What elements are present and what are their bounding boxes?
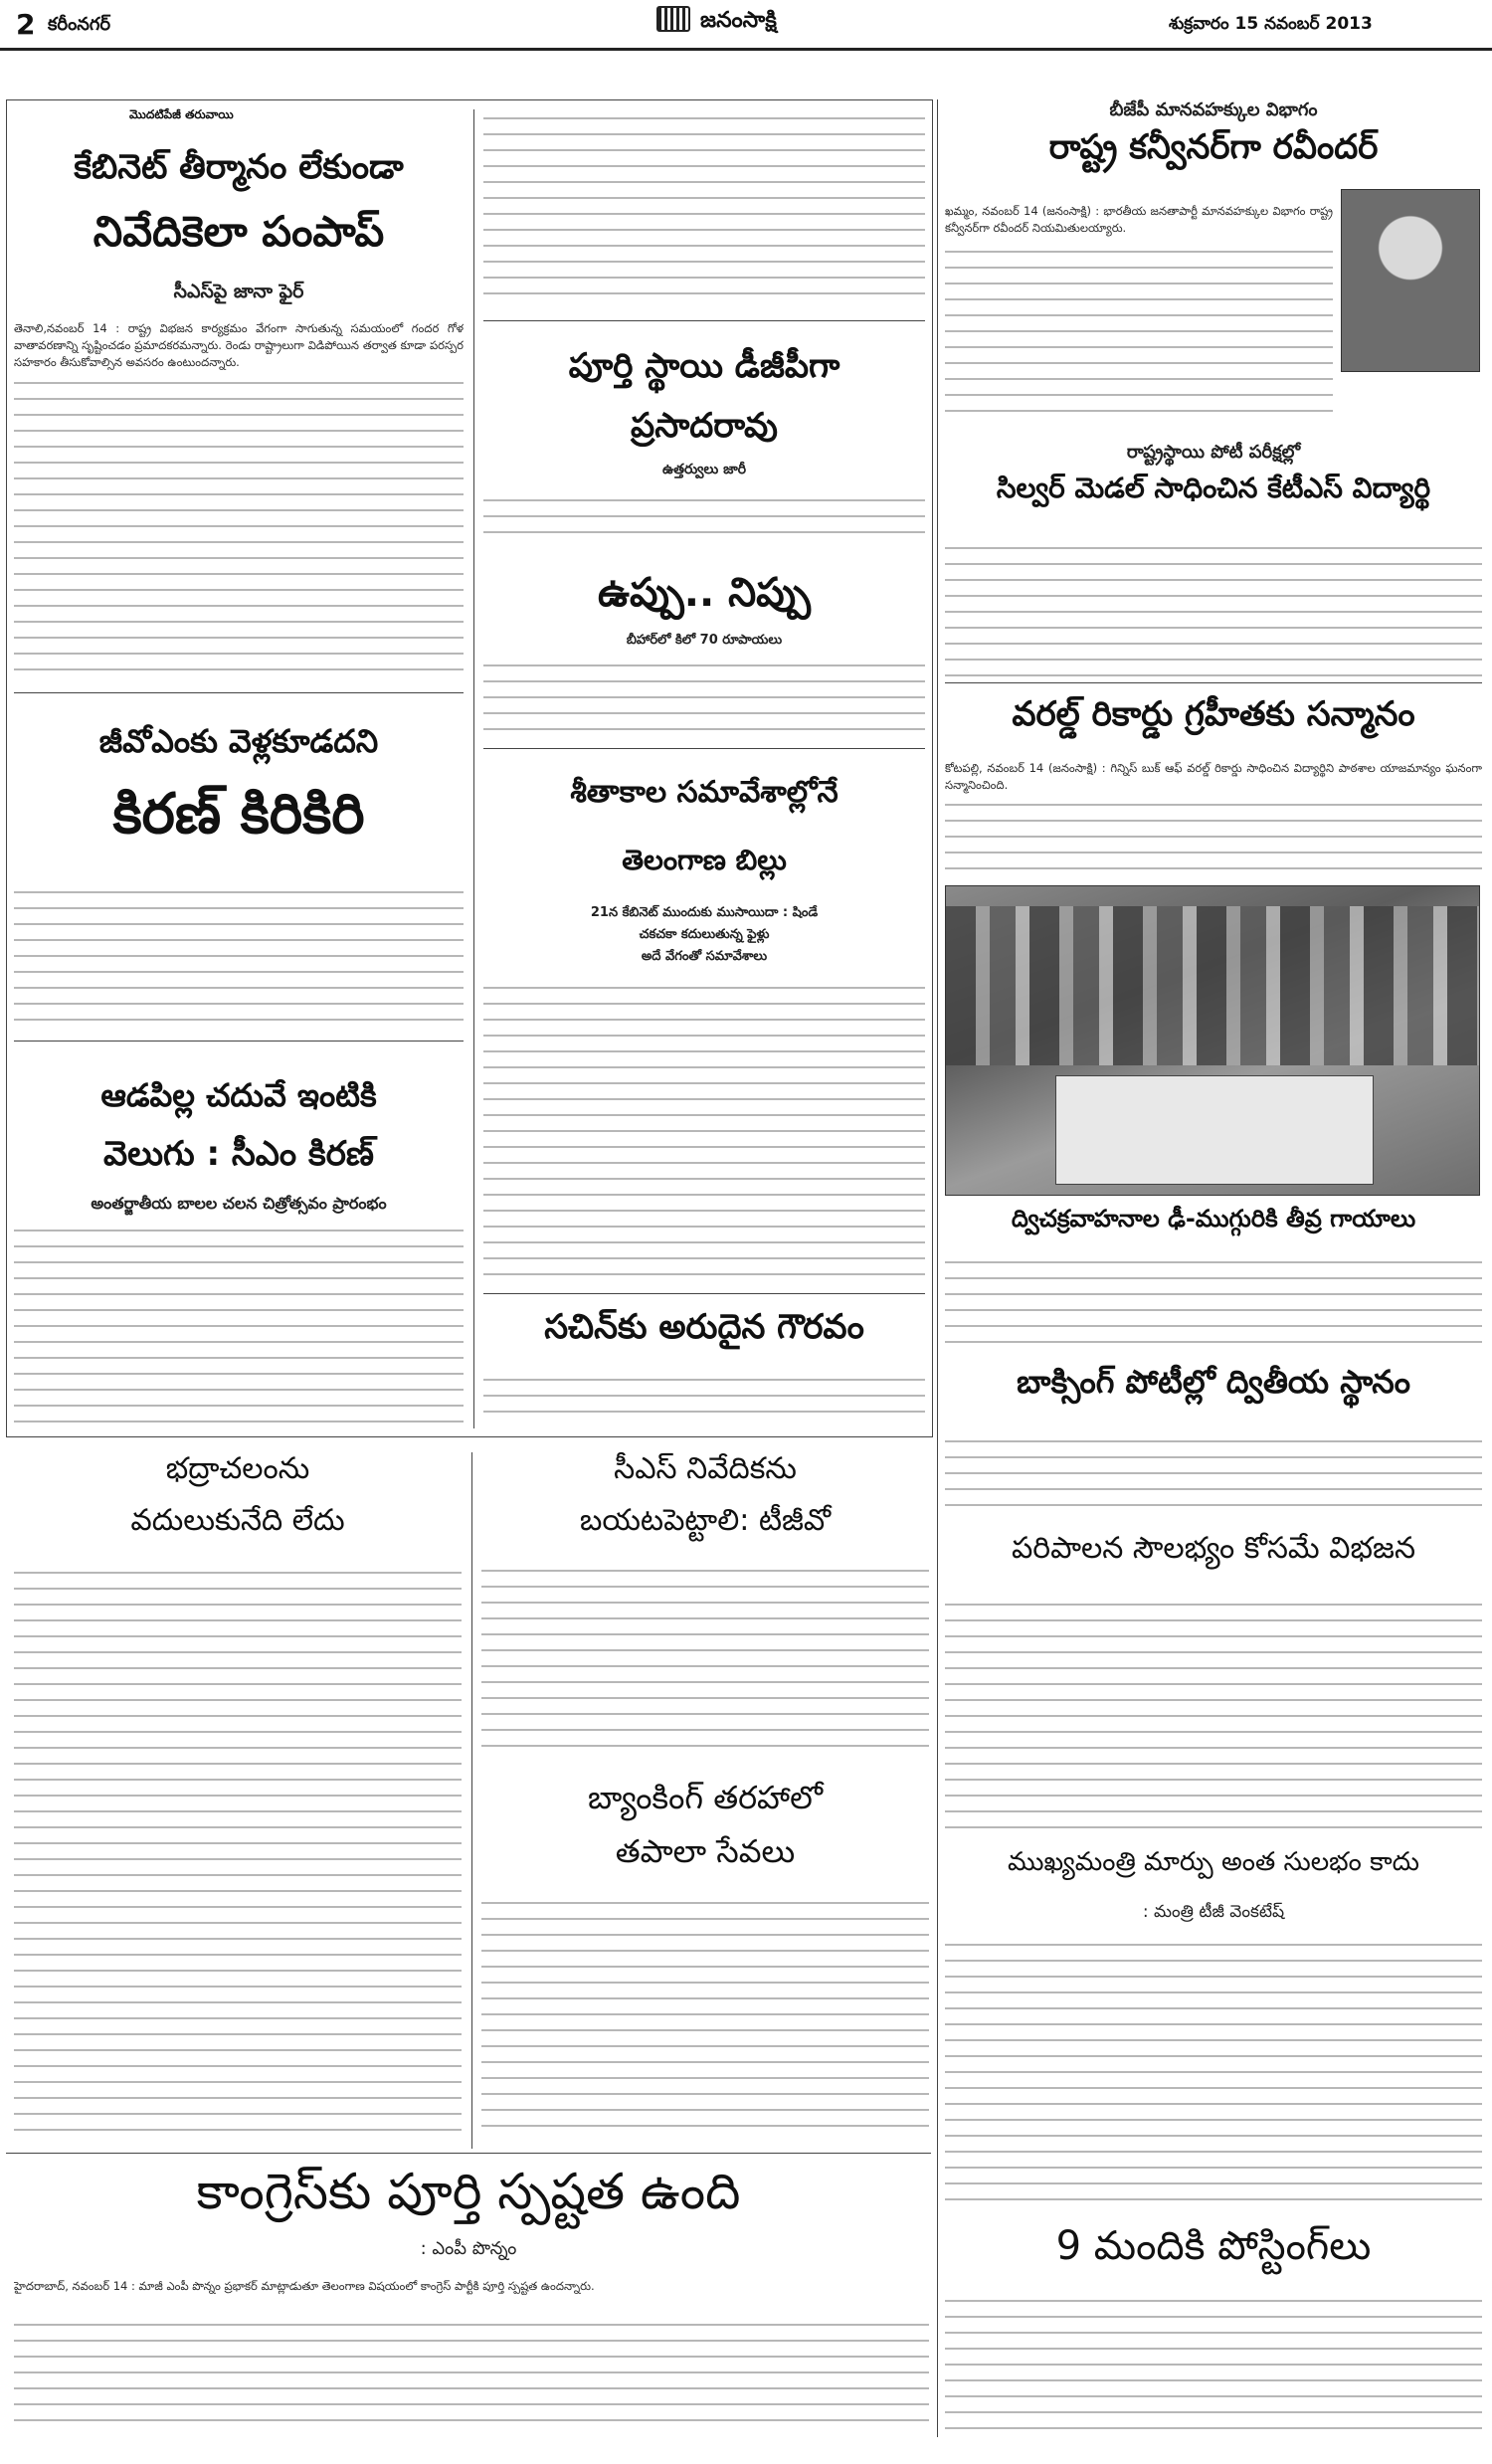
headline-postal: తపాలా సేవలు	[615, 1832, 796, 1870]
article-boxing-text	[945, 1432, 1482, 1512]
rule-lower-mid	[471, 1452, 472, 2149]
subhead-bihar: బీహార్‌లో కిలో 70 రూపాయలు	[626, 633, 783, 648]
headline-cm-kiran: వెలుగు : సీఎం కిరణ్	[102, 1134, 374, 1174]
issue-date: శుక్రవారం 15 నవంబర్ 2013	[1169, 14, 1373, 34]
headline-kiran: కిరణ్ కిరికిరి	[112, 782, 365, 847]
article-cs-text	[481, 1562, 929, 1761]
rule-col1-1	[14, 692, 464, 693]
subhead-cabinet-draft: 21న కేబినెట్ ముందుకు ముసాయిదా : షిండే	[590, 905, 819, 920]
rule-col2-1	[483, 320, 925, 321]
headline-boxing: బాక్సింగ్ పోటీల్లో ద్వితీయ స్థానం	[1017, 1363, 1410, 1401]
paper-logo-icon	[656, 6, 690, 32]
kicker-competition: రాష్ట్రస్థాయి పోటీ పరీక్షల్లో	[1126, 442, 1301, 463]
article-salt-text	[483, 657, 925, 734]
felicitation-photo-image	[945, 885, 1480, 1196]
article-col2-top-text	[483, 109, 925, 308]
photo-crowd	[946, 906, 1479, 1065]
section-name: కరీంనగర్	[48, 14, 110, 35]
headline-dgp: పూర్తి స్థాయి డీజీపీగా	[568, 346, 840, 386]
subhead-film-festival: అంతర్జాతీయ బాలల చలన చిత్రోత్సవం ప్రారంభం	[91, 1194, 387, 1213]
headline-winter-session: శీతాకాల సమావేశాల్లోనే	[570, 775, 839, 810]
article-congress-body: హైదరాబాద్, నవంబర్ 14 : మాజీ ఎంపీ పొన్నం ప్రభాకర్ మాట్లాడుతూ తెలంగాణ విషయంలో కాంగ్రెస్ పార్టీకి పూర్తి స్పష్టత ఉందన్నారు.	[14, 2279, 595, 2293]
continued-kicker: మొదటిపేజీ తరువాయి	[129, 107, 234, 121]
headline-report: నివేదికెలా పంపాప్	[93, 207, 385, 256]
headline-division: పరిపాలన సౌలభ్యం కోసమే విభజన	[1011, 1531, 1416, 1566]
headline-sachin: సచిన్‌కు అరుదైన గౌరవం	[544, 1307, 864, 1347]
ravinder-portrait-image	[1341, 189, 1480, 372]
article-record-text	[945, 796, 1482, 877]
kicker-bjp: బీజేపీ మానవహక్కుల విభాగం	[1109, 99, 1318, 120]
subhead-sessions: అదే వేగంతో సమావేశాలు	[641, 949, 768, 964]
subhead-mp-ponnam: : ఎంపీ పొన్నం	[420, 2238, 517, 2259]
headline-convenor: రాష్ట్ర కన్వీనర్‌గా రవీందర్	[1048, 127, 1379, 167]
subhead-jana-fire: సీఎస్‌పై జానా ఫైర్	[173, 281, 304, 302]
article-accident-text	[945, 1253, 1482, 1353]
headline-salt: ఉప్పు.. నిప్పు	[598, 570, 811, 616]
rule-col1-col2	[473, 109, 474, 1428]
article-convenor-text	[945, 243, 1333, 426]
article-dgp-text	[483, 491, 925, 547]
headline-silver-medal: సిల్వర్ మెడల్ సాధించిన కేటీఎస్ విద్యార్థి	[996, 472, 1431, 504]
rule-col1-2	[14, 1041, 464, 1042]
article-convenor-body: ఖమ్మం, నవంబర్ 14 (జనంసాక్షి) : భారతీయ జనతాపార్టీ మానవహక్కుల విభాగం రాష్ట్ర కన్వీనర్‌గా రవీందర్ నియమితులయ్యారు.	[945, 204, 1333, 235]
article-cabinet-text	[14, 374, 464, 682]
article-girl-text	[14, 1222, 464, 1426]
article-division-text	[945, 1596, 1482, 1834]
photo-cake-table	[1055, 1075, 1374, 1185]
article-cm-change-text	[945, 1936, 1482, 2204]
headline-not-give-up: వదులుకునేది లేదు	[130, 1503, 345, 1538]
article-sachin-text	[483, 1371, 925, 1419]
headline-jivo: జీవోఎంకు వెళ్లకూడదని	[98, 722, 379, 760]
rule-col2-2	[483, 748, 925, 749]
rule-lower-bottom	[6, 2153, 931, 2154]
article-bill-text	[483, 979, 925, 1287]
article-cabinet-body: తెనాలి,నవంబర్ 14 : రాష్ట్ర విభజన కార్యక్రమం వేగంగా సాగుతున్న సమయంలో గందర గోళ వాతావరణాన్ని సృష్టించడం ప్రమాదకరమన్నారు. రెండు రాష్ట్రాలుగా విడిపోయిన తర్వాత కూడా పరస్పర సహకారం తీసుకోవాల్సిన అవసరం ఉంటుందన్నారు.	[14, 321, 464, 369]
rule-col3-1	[945, 682, 1482, 683]
article-kiran-text	[14, 883, 464, 1029]
article-postings-text	[945, 2292, 1482, 2431]
article-postal-text	[481, 1894, 929, 2141]
headline-cabinet: కేబినెట్ తీర్మానం లేకుండా	[74, 147, 404, 187]
page-number: 2	[16, 8, 36, 41]
article-record-body: కోటపల్లి, నవంబర్ 14 (జనంసాక్షి) : గిన్నిస్ బుక్ ఆఫ్ వరల్డ్ రికార్డు సాధించిన విద్యార్థిని పాఠశాల యాజమాన్యం ఘనంగా సన్మానించింది.	[945, 761, 1482, 792]
headline-prasad-rao: ప్రసాదరావు	[631, 406, 778, 446]
paper-name: జనంసాక్షి	[700, 8, 777, 33]
masthead	[0, 0, 1492, 60]
headline-world-record: వరల్డ్ రికార్డు గ్రహీతకు సన్మానం	[1012, 694, 1415, 734]
headline-accident: ద్విచక్రవాహనాల ఢీ-ముగ్గురికి తీవ్ర గాయాలు	[1011, 1205, 1416, 1232]
rule-col2-3	[483, 1293, 925, 1294]
headline-congress-clarity: కాంగ్రెస్‌కు పూర్తి స్పష్టత ఉంది	[196, 2163, 741, 2220]
rule-col2-col3	[937, 99, 938, 2437]
headline-girl-education: ఆడపిల్ల చదువే ఇంటికి	[100, 1076, 377, 1114]
article-silver-text	[945, 539, 1482, 678]
headline-telangana-bill: తెలంగాణ బిల్లు	[622, 844, 787, 876]
subhead-orders: ఉత్తర్వులు జారీ	[661, 462, 747, 477]
headline-postings: 9 మందికి పోస్టింగ్‌లు	[1055, 2223, 1372, 2269]
headline-bhadrachalam: భద్రాచలంను	[165, 1451, 310, 1486]
article-congress-text	[14, 2316, 929, 2435]
subhead-files: చకచకా కదులుతున్న ఫైళ్లు	[639, 927, 770, 942]
headline-banking: బ్యాంకింగ్ తరహాలో	[587, 1779, 824, 1816]
headline-tgo-demand: బయటపెట్టాలి: టీజీవో	[579, 1503, 832, 1538]
headline-cm-change: ముఖ్యమంత్రి మార్పు అంత సులభం కాదు	[1008, 1847, 1419, 1877]
headline-cs-report: సీఎస్ నివేదికను	[614, 1451, 797, 1486]
article-bhadrachalam-text	[14, 1564, 462, 2141]
subhead-tg-venkatesh: : మంత్రి టీజీ వెంకటేష్	[1142, 1902, 1285, 1922]
masthead-rule	[0, 48, 1492, 51]
